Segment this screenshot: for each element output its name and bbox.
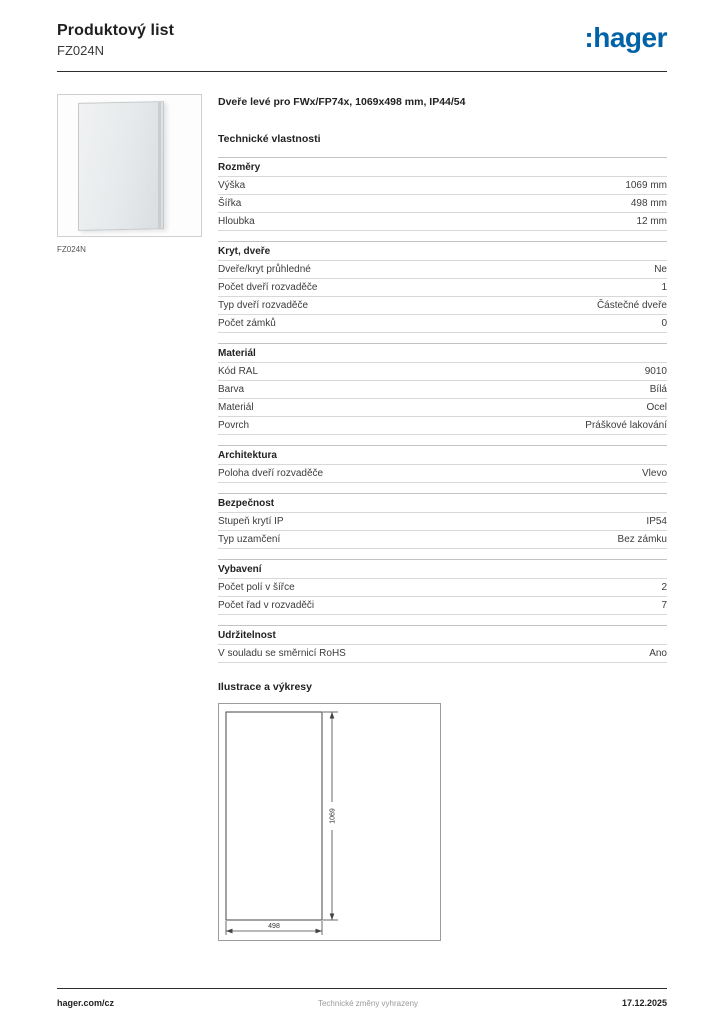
- spec-label: Barva: [218, 383, 245, 395]
- header-divider: [57, 71, 667, 72]
- arrowhead-down: [330, 914, 335, 921]
- spec-label: Počet polí v šířce: [218, 581, 295, 593]
- arrowhead-right: [316, 929, 323, 934]
- spec-value: 1: [661, 281, 667, 293]
- spec-row: [218, 278, 667, 296]
- spec-rows: [218, 176, 667, 231]
- section-title: Rozměry: [218, 157, 667, 176]
- spec-row: [218, 596, 667, 614]
- spec-row: [218, 314, 667, 332]
- product-code: FZ024N: [57, 43, 104, 58]
- spec-row: [218, 578, 667, 596]
- spec-section-equipment: [218, 559, 667, 615]
- spec-section-dimensions: [218, 157, 667, 231]
- spec-rows: [218, 260, 667, 333]
- spec-label: Hloubka: [218, 215, 255, 227]
- section-title: Materiál: [218, 343, 667, 362]
- spec-label: V souladu se směrnicí RoHS: [218, 647, 346, 659]
- spec-rows: [218, 512, 667, 549]
- spec-value: Ano: [649, 647, 667, 659]
- spec-value: 0: [661, 317, 667, 329]
- spec-label: Dveře/kryt průhledné: [218, 263, 311, 275]
- spec-label: Počet dveří rozvaděče: [218, 281, 318, 293]
- spec-row: [218, 362, 667, 380]
- illustration-heading: Ilustrace a výkresy: [218, 681, 312, 693]
- spec-rows: [218, 578, 667, 615]
- spec-row: [218, 464, 667, 482]
- spec-label: Povrch: [218, 419, 250, 431]
- document-footer: [57, 988, 667, 1008]
- spec-row: [218, 530, 667, 548]
- spec-row: [218, 380, 667, 398]
- dimension-drawing: [219, 704, 440, 940]
- change-notice: Technické změny vyhrazeny: [317, 999, 419, 1008]
- spec-value: Částečné dveře: [596, 299, 667, 311]
- document-header: [57, 22, 667, 58]
- spec-label: Výška: [218, 179, 246, 191]
- main-column: [218, 94, 667, 941]
- spec-value: Bílá: [649, 383, 667, 395]
- product-title: Dveře levé pro FWx/FP74x, 1069x498 mm, IP44/54: [218, 96, 466, 108]
- spec-label: Poloha dveří rozvaděče: [218, 467, 324, 479]
- product-photo-caption: FZ024N: [57, 245, 86, 254]
- website-link[interactable]: hager.com/cz: [57, 998, 115, 1008]
- spec-label: Počet zámků: [218, 317, 276, 329]
- product-photo: [57, 94, 202, 237]
- spec-value: Bez zámku: [617, 533, 667, 545]
- spec-value: Práškové lakování: [585, 419, 667, 431]
- section-title: Architektura: [218, 445, 667, 464]
- spec-value: 12 mm: [636, 215, 667, 227]
- spec-row: [218, 194, 667, 212]
- section-title: Udržitelnost: [218, 625, 667, 644]
- spec-label: Šířka: [218, 197, 242, 209]
- door-outline: [226, 712, 322, 920]
- spec-rows: [218, 644, 667, 663]
- spec-row: [218, 398, 667, 416]
- spec-value: Vlevo: [641, 467, 667, 479]
- arrowhead-up: [330, 712, 335, 719]
- section-title: Kryt, dveře: [218, 241, 667, 260]
- spec-value: 2: [661, 581, 667, 593]
- technical-properties-heading: Technické vlastnosti: [218, 133, 321, 145]
- spec-row: [218, 260, 667, 278]
- spec-rows: [218, 464, 667, 483]
- spec-section-architecture: [218, 445, 667, 483]
- spec-value: 498 mm: [630, 197, 667, 209]
- spec-value: IP54: [646, 515, 667, 527]
- spec-label: Stupeň krytí IP: [218, 515, 284, 527]
- spec-row: [218, 644, 667, 662]
- doc-type-title: Produktový list: [57, 22, 175, 39]
- spec-value: 1069 mm: [625, 179, 667, 191]
- section-title: Bezpečnost: [218, 493, 667, 512]
- door-panel-image: [78, 101, 164, 231]
- spec-label: Typ dveří rozvaděče: [218, 299, 309, 311]
- spec-section-cover-doors: [218, 241, 667, 333]
- door-panel-edge: [158, 102, 161, 228]
- spec-label: Kód RAL: [218, 365, 259, 377]
- document-date: 17.12.2025: [621, 998, 667, 1008]
- spec-label: Počet řad v rozvaděči: [218, 599, 315, 611]
- content-area: [57, 94, 667, 941]
- spec-value: Ocel: [646, 401, 667, 413]
- spec-row: [218, 296, 667, 314]
- spec-label: Typ uzamčení: [218, 533, 281, 545]
- spec-label: Materiál: [218, 401, 254, 413]
- spec-section-sustainability: [218, 625, 667, 663]
- spec-section-material: [218, 343, 667, 435]
- technical-drawing: [218, 703, 441, 941]
- spec-section-security: [218, 493, 667, 549]
- spec-row: [218, 416, 667, 434]
- spec-value: Ne: [654, 263, 667, 275]
- spec-row: [218, 176, 667, 194]
- spec-value: 9010: [644, 365, 667, 377]
- arrowhead-left: [226, 929, 233, 934]
- hager-logo: :hager: [584, 22, 667, 53]
- spec-value: 7: [661, 599, 667, 611]
- section-title: Vybavení: [218, 559, 667, 578]
- doc-ident: [57, 22, 174, 58]
- footer-bar: [57, 988, 667, 1008]
- left-column: [57, 94, 202, 941]
- spec-row: [218, 512, 667, 530]
- height-dimension-label: 1069: [329, 808, 337, 824]
- spec-row: [218, 212, 667, 230]
- width-dimension-label: 498: [268, 923, 280, 930]
- spec-rows: [218, 362, 667, 435]
